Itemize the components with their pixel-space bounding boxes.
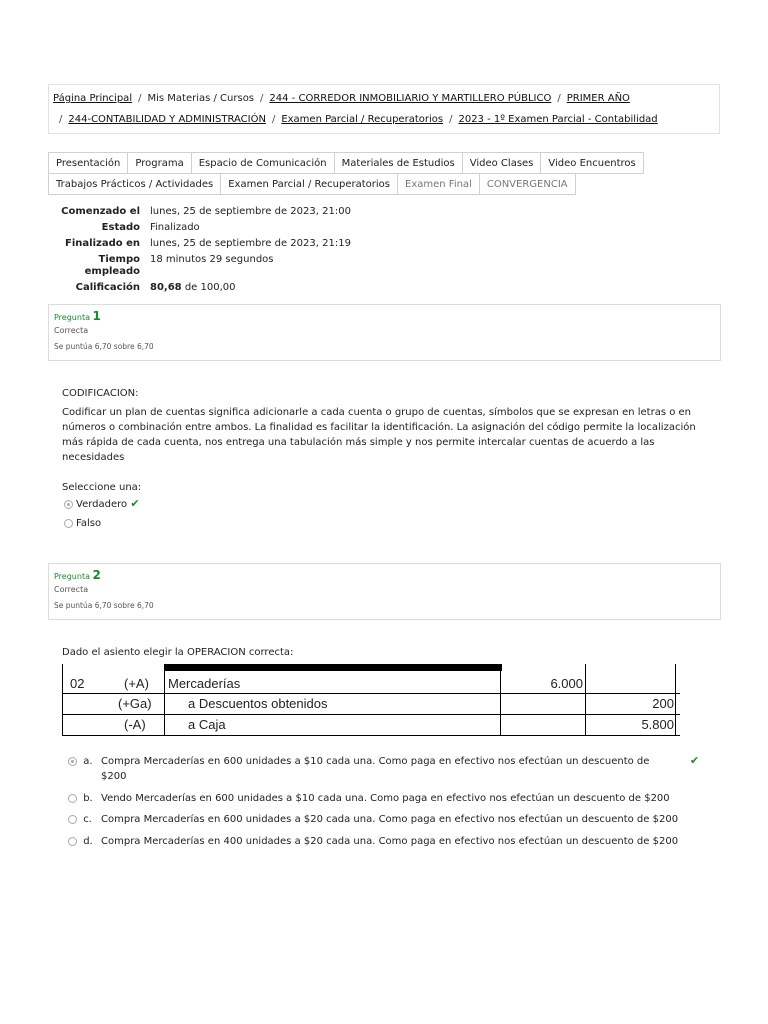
answer-option-d[interactable] <box>68 834 708 849</box>
time-label: Tiempo empleado <box>84 254 140 277</box>
entry-number: 02 <box>70 676 85 691</box>
course-tabs <box>48 152 643 194</box>
tab-convergencia[interactable]: CONVERGENCIA <box>479 173 576 195</box>
breadcrumb <box>48 84 720 134</box>
radio-icon[interactable] <box>68 837 77 846</box>
tab-video-clases[interactable]: Video Clases <box>462 152 542 174</box>
question-1-info <box>48 304 721 361</box>
breadcrumb-separator: / <box>260 93 264 104</box>
question-1-prompt: Seleccione una: <box>62 482 142 493</box>
finished-value: lunes, 25 de septiembre de 2023, 21:19 <box>150 238 351 249</box>
breadcrumb-course-link[interactable]: 244 - CORREDOR INMOBILIARIO Y MARTILLERO PÚBLICO <box>269 93 552 104</box>
question-grade: Se puntúa 6,70 sobre 6,70 <box>54 342 154 351</box>
breadcrumb-subject-link[interactable]: 244-CONTABILIDAD Y ADMINISTRACIÓN <box>68 114 266 125</box>
radio-selected-icon[interactable] <box>64 500 73 509</box>
option-text: Compra Mercaderías en 400 unidades a $20 cada una. Como paga en efectivo nos efectúan un descuento de $200 <box>101 836 679 847</box>
breadcrumb-courses: Mis Materias / Cursos <box>147 93 255 104</box>
question-state: Correcta <box>54 585 89 594</box>
breadcrumb-home-link[interactable]: Página Principal <box>53 93 133 104</box>
question-grade: Se puntúa 6,70 sobre 6,70 <box>54 601 154 610</box>
question-2-info <box>48 563 721 620</box>
answer-option-falso[interactable] <box>64 516 101 531</box>
option-letter: b. <box>83 793 93 804</box>
tab-materiales[interactable]: Materiales de Estudios <box>334 152 463 174</box>
answer-option-a[interactable] <box>68 754 708 782</box>
tab-examen-final[interactable]: Examen Final <box>397 173 480 195</box>
breadcrumb-section-link[interactable]: Examen Parcial / Recuperatorios <box>281 114 444 125</box>
entry-debit: 6.000 <box>550 676 583 691</box>
radio-icon[interactable] <box>68 794 77 803</box>
breadcrumb-separator: / <box>449 114 453 125</box>
finished-label: Finalizado en <box>65 238 140 249</box>
attempt-summary <box>48 204 351 296</box>
answer-label: Verdadero <box>76 499 128 510</box>
answer-option-b[interactable] <box>68 791 708 806</box>
tab-programa[interactable]: Programa <box>127 152 191 174</box>
grade-suffix: de 100,00 <box>184 282 236 293</box>
state-label: Estado <box>101 222 140 233</box>
tab-examen-parcial[interactable]: Examen Parcial / Recuperatorios <box>220 173 398 195</box>
option-text: Vendo Mercaderías en 600 unidades a $10 cada una. Como paga en efectivo nos efectúan un descuento de $200 <box>101 793 670 804</box>
question-number <box>54 309 715 323</box>
answer-option-c[interactable] <box>68 812 708 827</box>
breadcrumb-year-link[interactable]: PRIMER AÑO <box>566 93 630 104</box>
breadcrumb-separator: / <box>557 93 561 104</box>
question-state: Correcta <box>54 326 89 335</box>
question-2-text: Dado el asiento elegir la OPERACION correcta: <box>62 647 294 658</box>
question-label: Pregunta <box>54 572 90 581</box>
radio-icon[interactable] <box>68 815 77 824</box>
time-value: 18 minutos 29 segundos <box>150 254 274 265</box>
answer-option-verdadero[interactable] <box>64 496 140 512</box>
breadcrumb-separator: / <box>138 93 142 104</box>
question-number-value: 2 <box>92 568 101 582</box>
question-number-value: 1 <box>92 309 101 323</box>
tab-video-encuentros[interactable]: Video Encuentros <box>540 152 643 174</box>
entry-sign: (+A) <box>124 676 149 691</box>
started-label: Comenzado el <box>61 206 140 217</box>
option-letter: c. <box>83 814 92 825</box>
radio-selected-icon[interactable] <box>68 757 77 766</box>
question-1-text: Codificar un plan de cuentas significa adicionarle a cada cuenta o grupo de cuentas, símbolos que se expresan en letras o en números o combinación entre ambos. La finalidad es facilitar la identificación. La asignación del código permite la localización más rápida de cada cuenta, nos entrega una tabulación más simple y nos permite intercalar cuentas de acuerdo a las necesidades <box>62 407 696 463</box>
tab-presentacion[interactable]: Presentación <box>48 152 128 174</box>
grade-value <box>146 280 351 296</box>
table-header-bar <box>164 664 502 671</box>
correct-check-icon: ✔ <box>130 497 140 510</box>
radio-icon[interactable] <box>64 519 73 528</box>
answer-label: Falso <box>76 518 102 529</box>
tab-espacio-comunicacion[interactable]: Espacio de Comunicación <box>191 152 335 174</box>
entry-credit: 200 <box>652 696 674 711</box>
entry-sign: (+Ga) <box>118 696 152 711</box>
question-label: Pregunta <box>54 313 90 322</box>
tab-trabajos-practicos[interactable]: Trabajos Prácticos / Actividades <box>48 173 221 195</box>
option-text: Compra Mercaderías en 600 unidades a $20 cada una. Como paga en efectivo nos efectúan un descuento de $200 <box>101 814 679 825</box>
grade-score: 80,68 <box>150 282 182 293</box>
entry-account: a Descuentos obtenidos <box>188 696 328 711</box>
entry-account: a Caja <box>188 717 226 732</box>
breadcrumb-separator: / <box>59 114 63 125</box>
entry-credit: 5.800 <box>641 717 674 732</box>
option-letter: d. <box>83 836 93 847</box>
entry-sign: (-A) <box>124 717 146 732</box>
state-value: Finalizado <box>150 222 200 233</box>
question-number <box>54 568 715 582</box>
option-letter: a. <box>83 756 93 767</box>
breadcrumb-quiz-link[interactable]: 2023 - 1º Examen Parcial - Contabilidad <box>458 114 658 125</box>
grade-label: Calificación <box>75 282 140 293</box>
entry-account: Mercaderías <box>168 676 241 691</box>
option-text: Compra Mercaderías en 600 unidades a $10 cada una. Como paga en efectivo nos efectúan un descuento de $200 <box>101 756 650 782</box>
breadcrumb-separator: / <box>271 114 276 125</box>
correct-check-icon: ✔ <box>690 754 700 767</box>
question-1-heading: CODIFICACION: <box>62 388 139 399</box>
started-value: lunes, 25 de septiembre de 2023, 21:00 <box>150 206 351 217</box>
journal-entry-table <box>62 664 680 736</box>
